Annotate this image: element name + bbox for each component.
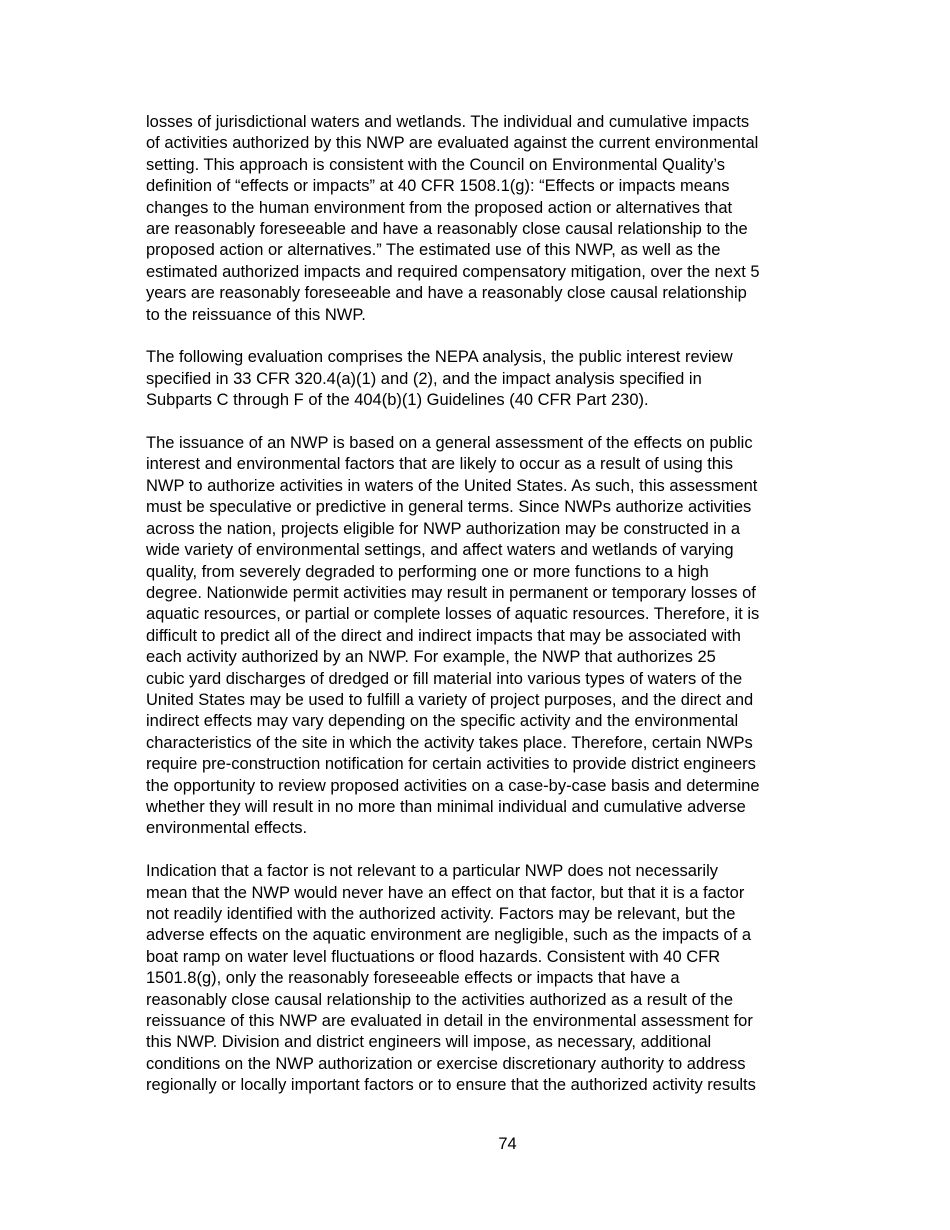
paragraph-4 [146, 861, 846, 1096]
text-line: reissuance of this NWP are evaluated in detail in the environmental assessment for [146, 1012, 753, 1031]
paragraph-3 [146, 433, 846, 840]
text-line: the opportunity to review proposed activities on a case-by-case basis and determine [146, 776, 760, 795]
text-line: require pre-construction notification for certain activities to provide district engineers [146, 755, 756, 774]
text-line: across the nation, projects eligible for NWP authorization may be constructed in a [146, 519, 740, 538]
text-line: specified in 33 CFR 320.4(a)(1) and (2), and the impact analysis specified in [146, 369, 702, 388]
text-line: wide variety of environmental settings, and affect waters and wetlands of varying [146, 541, 734, 560]
text-line: mean that the NWP would never have an effect on that factor, but that it is a factor [146, 883, 745, 902]
text-line: Subparts C through F of the 404(b)(1) Guidelines (40 CFR Part 230). [146, 391, 649, 410]
text-line: reasonably close causal relationship to the activities authorized as a result of the [146, 990, 733, 1009]
text-line: cubic yard discharges of dredged or fill material into various types of waters of the [146, 669, 743, 688]
paragraph-2 [146, 347, 846, 411]
text-line: of activities authorized by this NWP are evaluated against the current environmental [146, 134, 759, 153]
text-line: this NWP. Division and district engineers will impose, as necessary, additional [146, 1033, 712, 1052]
text-line: estimated authorized impacts and required compensatory mitigation, over the next 5 [146, 262, 760, 281]
paragraph-1 [146, 112, 846, 326]
body-text [146, 112, 846, 1118]
text-line: adverse effects on the aquatic environment are negligible, such as the impacts of a [146, 926, 752, 945]
text-line: changes to the human environment from the proposed action or alternatives that [146, 198, 733, 217]
text-line: The issuance of an NWP is based on a general assessment of the effects on public [146, 434, 753, 453]
text-line: definition of “effects or impacts” at 40 CFR 1508.1(g): “Effects or impacts means [146, 177, 730, 196]
text-line: to the reissuance of this NWP. [146, 305, 366, 324]
text-line: indirect effects may vary depending on the specific activity and the environmental [146, 712, 739, 731]
text-line: difficult to predict all of the direct and indirect impacts that may be associated with [146, 626, 741, 645]
text-line: The following evaluation comprises the NEPA analysis, the public interest review [146, 348, 733, 367]
text-line: are reasonably foreseeable and have a reasonably close causal relationship to the [146, 220, 748, 239]
text-line: not readily identified with the authorized activity. Factors may be relevant, but the [146, 904, 736, 923]
text-line: whether they will result in no more than minimal individual and cumulative adverse [146, 797, 746, 816]
text-line: must be speculative or predictive in general terms. Since NWPs authorize activities [146, 498, 752, 517]
text-line: quality, from severely degraded to performing one or more functions to a high [146, 562, 709, 581]
text-line: degree. Nationwide permit activities may result in permanent or temporary losses of [146, 583, 756, 602]
text-line: setting. This approach is consistent with the Council on Environmental Quality’s [146, 155, 726, 174]
text-line: interest and environmental factors that are likely to occur as a result of using this [146, 455, 733, 474]
text-line: characteristics of the site in which the activity takes place. Therefore, certain NWPs [146, 733, 753, 752]
text-line: regionally or locally important factors or to ensure that the authorized activity results [146, 1076, 756, 1095]
page-number: 74 [498, 1135, 517, 1153]
text-line: conditions on the NWP authorization or exercise discretionary authority to address [146, 1054, 746, 1073]
text-line: 1501.8(g), only the reasonably foreseeable effects or impacts that have a [146, 969, 680, 988]
text-line: each activity authorized by an NWP. For example, the NWP that authorizes 25 [146, 648, 716, 667]
text-line: Indication that a factor is not relevant to a particular NWP does not necessarily [146, 862, 718, 881]
text-line: proposed action or alternatives.” The estimated use of this NWP, as well as the [146, 241, 721, 260]
text-line: years are reasonably foreseeable and have a reasonably close causal relationship [146, 284, 747, 303]
text-line: aquatic resources, or partial or complete losses of aquatic resources. Therefore, it is [146, 605, 760, 624]
text-line: boat ramp on water level fluctuations or flood hazards. Consistent with 40 CFR [146, 947, 721, 966]
text-line: environmental effects. [146, 819, 308, 838]
text-line: NWP to authorize activities in waters of the United States. As such, this assessment [146, 476, 758, 495]
text-line: United States may be used to fulfill a variety of project purposes, and the direct and [146, 690, 754, 709]
text-line: losses of jurisdictional waters and wetlands. The individual and cumulative impacts [146, 113, 750, 131]
